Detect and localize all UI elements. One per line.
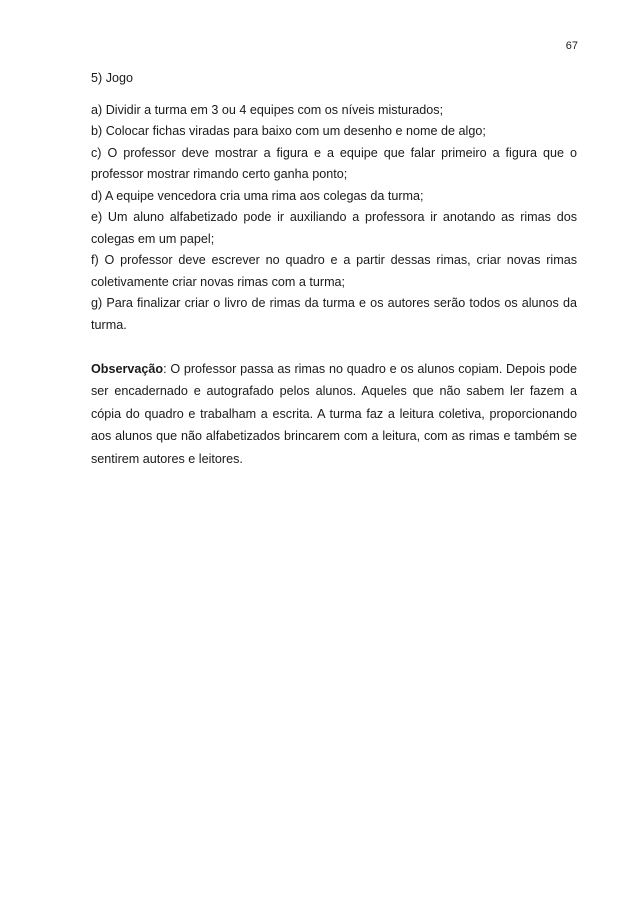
item-list <box>91 100 577 337</box>
page-number: 67 <box>565 40 578 52</box>
list-item: e) Um aluno alfabetizado pode ir auxiliando a professora ir anotando as rimas dos colegas em um papel; <box>91 210 577 246</box>
document-body <box>91 68 577 483</box>
list-item: d) A equipe vencedora cria uma rima aos colegas da turma; <box>91 188 424 203</box>
list-item: c) O professor deve mostrar a figura e a equipe que falar primeiro a figura que o professor mostrar rimando certo ganha ponto; <box>91 145 577 181</box>
observation-label: Observação <box>91 361 164 376</box>
list-item: b) Colocar fichas viradas para baixo com um desenho e nome de algo; <box>91 124 486 138</box>
list-item: a) Dividir a turma em 3 ou 4 equipes com os níveis misturados; <box>91 102 444 117</box>
list-item: g) Para finalizar criar o livro de rimas da turma e os autores serão todos os alunos da turma. <box>91 296 577 332</box>
list-item: f) O professor deve escrever no quadro e a partir dessas rimas, criar novas rimas coletivamente criar novas rimas com a turma; <box>91 253 577 289</box>
section-heading: 5) Jogo <box>91 71 134 85</box>
observation-paragraph <box>91 358 577 471</box>
observation-text: : O professor passa as rimas no quadro e os alunos copiam. Depois pode ser encadernado e autografado pelos alunos. Aqueles que não sabem ler fazem a cópia do quadro e trabalham a escrita. A turma faz a leitura coletiva, proporcionando aos alunos que não alfabetizados brincarem com a leitura, com as rimas e também se sentirem autores e leitores. <box>91 361 577 466</box>
